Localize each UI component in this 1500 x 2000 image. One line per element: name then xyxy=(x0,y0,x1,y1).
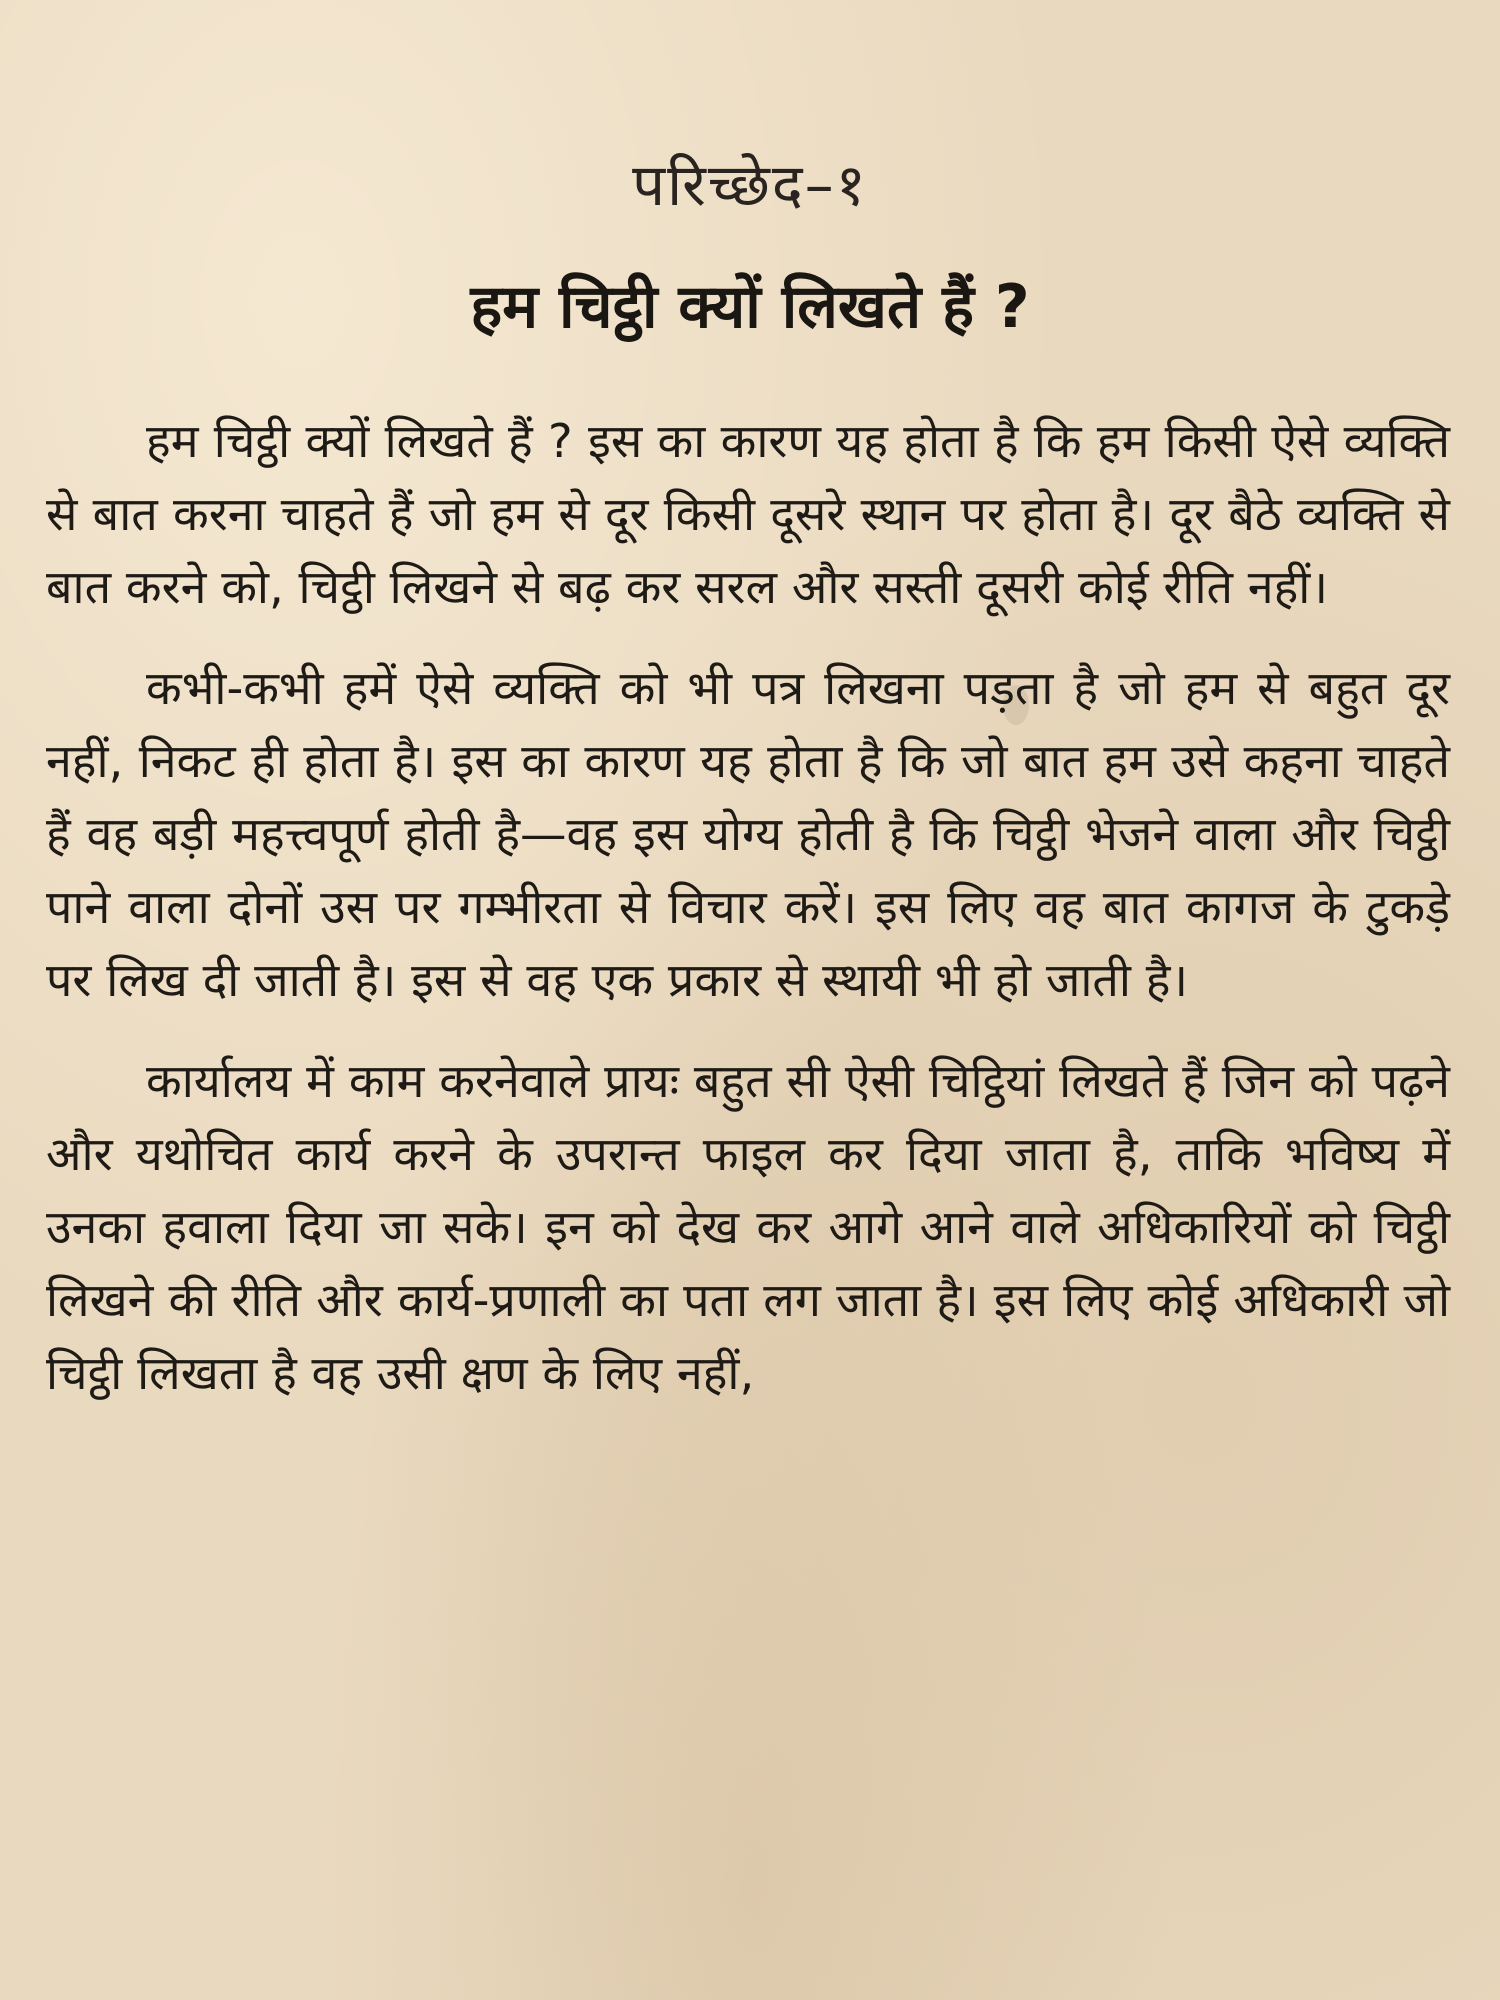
body-text xyxy=(46,405,1450,1438)
paragraph-3: कार्यालय में काम करनेवाले प्रायः बहुत सी ऐसी चिट्ठियां लिखते हैं जिन को पढ़ने और यथोचित कार्य करने के उपरान्त फाइल कर दिया जाता है, ताकि भविष्य में उनका हवाला दिया जा सके। इन को देख कर आगे आने वाले अधिकारियों को चिट्ठी लिखने की रीति और कार्य-प्रणाली का पता लग जाता है। इस लिए कोई अधिकारी जो चिट्ठी लिखता है वह उसी क्षण के लिए नहीं, xyxy=(46,1054,1450,1400)
chapter-label: परिच्छेद–१ xyxy=(632,151,868,219)
paragraph-1: हम चिट्ठी क्यों लिखते हैं ? इस का कारण यह होता है कि हम किसी ऐसे व्यक्ति से बात करना चाहते हैं जो हम से दूर किसी दूसरे स्थान पर होता है। दूर बैठे व्यक्ति से बात करने को, चिट्ठी लिखने से बढ़ कर सरल और सस्ती दूसरी कोई रीति नहीं। xyxy=(46,414,1450,614)
paragraph-2: कभी-कभी हमें ऐसे व्यक्ति को भी पत्र लिखना पड़ता है जो हम से बहुत दूर नहीं, निकट ही होता है। इस का कारण यह होता है कि जो बात हम उसे कहना चाहते हैं वह बड़ी महत्त्वपूर्ण होती है—वह इस योग्य होती है कि चिट्ठी भेजने वाला और चिट्ठी पाने वाला दोनों उस पर गम्भीरता से विचार करें। इस लिए वह बात कागज के टुकड़े पर लिख दी जाती है। इस से वह एक प्रकार से स्थायी भी हो जाती है। xyxy=(46,661,1450,1007)
chapter-title: हम चिट्ठी क्यों लिखते हैं ? xyxy=(470,272,1030,342)
